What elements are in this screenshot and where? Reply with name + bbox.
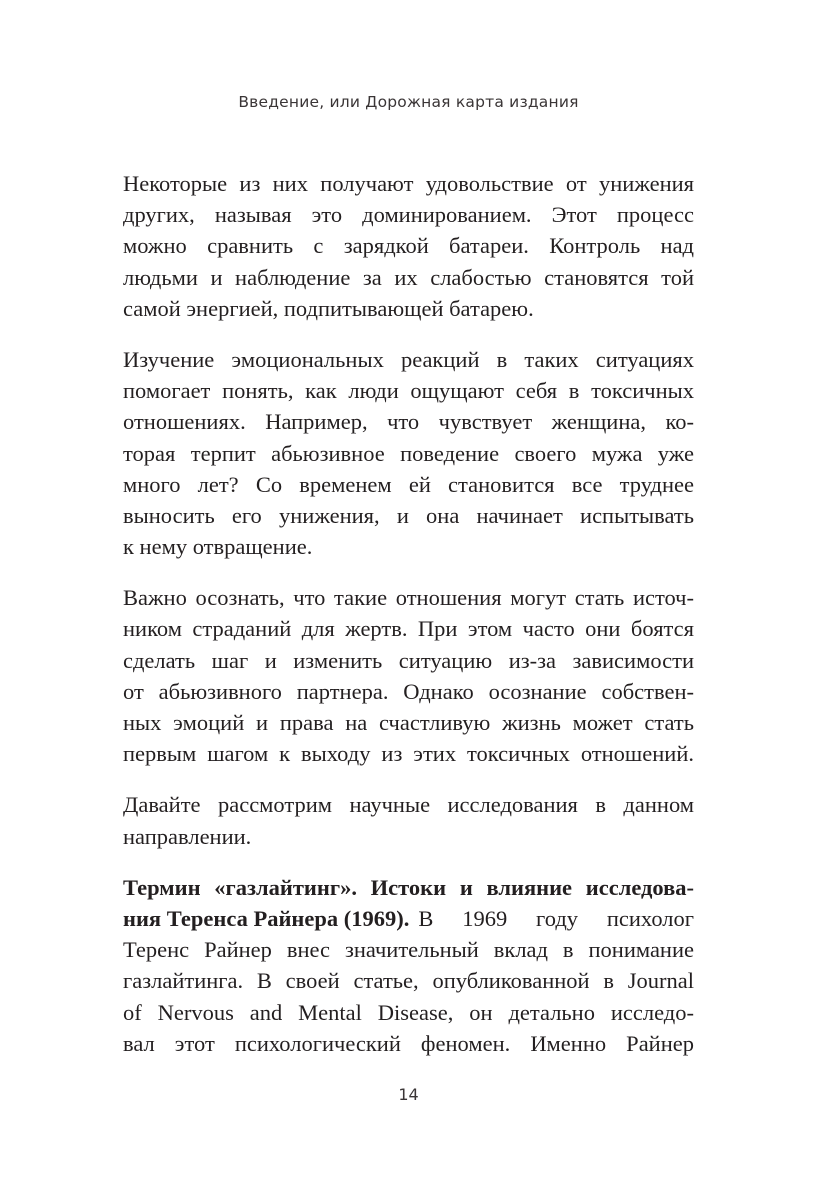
text-line: помогает понять, как люди ощущают себя в токсичных <box>123 378 694 404</box>
text-line: можно сравнить с зарядкой батареи. Контроль над <box>123 233 694 259</box>
text-line: of Nervous and Mental Disease, он детально исследо- <box>123 999 694 1025</box>
text-line: Изучение эмоциональных реакций в таких ситуациях <box>123 346 694 372</box>
text-line: отношениях. Например, что чувствует женщина, ко- <box>123 409 694 435</box>
text-line: газлайтинга. В своей статье, опубликованной в Journal <box>123 968 694 994</box>
text-fragment: В 1969 году психолог <box>418 905 694 931</box>
running-head: Введение, или Дорожная карта издания <box>238 93 579 111</box>
text-line: ником страданий для жертв. При этом часто они боятся <box>123 616 694 642</box>
text-line: Некоторые из них получают удовольствие от унижения <box>123 171 694 196</box>
paragraph-2 <box>123 344 694 562</box>
body-text <box>123 168 694 1079</box>
text-line: Теренс Райнер внес значительный вклад в понимание <box>123 937 694 963</box>
text-line: первым шагом к выходу из этих токсичных отношений. <box>123 741 694 767</box>
text-line: торая терпит абьюзивное поведение своего мужа уже <box>123 440 694 466</box>
paragraph-1 <box>123 168 694 324</box>
paragraph-4 <box>123 789 694 851</box>
paragraph-5 <box>123 872 694 1059</box>
paragraph-3 <box>123 582 694 769</box>
text-line: от абьюзивного партнера. Однако осознание собствен- <box>123 678 694 704</box>
text-line: других, называя это доминированием. Этот процесс <box>123 202 694 228</box>
text-line: много лет? Со временем ей становится все труднее <box>123 471 694 497</box>
text-line: выносить его унижения, и она начинает испытывать <box>123 502 694 528</box>
text-line: самой энергией, подпитывающей батарею. <box>123 295 534 321</box>
text-line: вал этот психологический феномен. Именно Райнер <box>123 1030 694 1056</box>
section-heading-line: Термин «газлайтинг». Истоки и влияние исследова- <box>123 874 694 900</box>
text-line: к нему отвращение. <box>123 534 313 560</box>
text-line: людьми и наблюдение за их слабостью становятся той <box>123 264 694 290</box>
text-line: сделать шаг и изменить ситуацию из-за зависимости <box>123 647 694 673</box>
text-line: Важно осознать, что такие отношения могут стать источ- <box>123 585 694 611</box>
text-line: ных эмоций и права на счастливую жизнь может стать <box>123 710 694 735</box>
section-heading-line: ния Теренса Райнера (1969). <box>123 905 410 931</box>
text-line: направлении. <box>123 823 252 849</box>
text-line <box>123 903 694 934</box>
page-number: 14 <box>398 1085 419 1104</box>
text-line: Давайте рассмотрим научные исследования в данном <box>123 792 694 818</box>
